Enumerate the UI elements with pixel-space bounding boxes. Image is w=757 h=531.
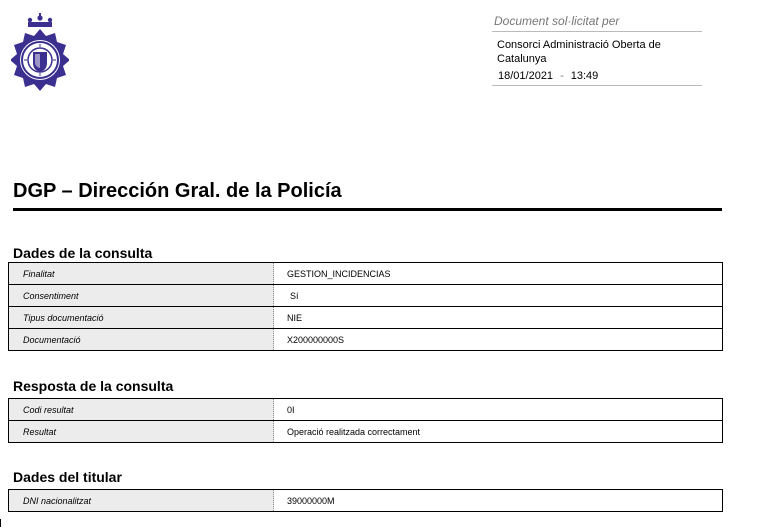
row-label: DNI nacionalitzat <box>9 490 274 512</box>
section-title-response: Resposta de la consulta <box>13 378 174 394</box>
date-separator: - <box>560 70 564 82</box>
response-table <box>8 398 723 443</box>
table-row <box>9 490 723 512</box>
row-value: NIE <box>274 307 723 329</box>
holder-table <box>8 489 723 512</box>
section-title-holder: Dades del titular <box>13 469 122 485</box>
page-title: DGP – Dirección Gral. de la Policía <box>13 180 722 211</box>
page-edge-mark <box>0 519 1 527</box>
row-value: 39000000M <box>274 490 723 512</box>
police-crest-logo <box>11 13 69 93</box>
section-title-query: Dades de la consulta <box>13 245 153 261</box>
request-timestamp <box>492 66 702 86</box>
request-time: 13:49 <box>570 70 599 82</box>
row-label: Tipus documentació <box>9 307 274 329</box>
table-row <box>9 399 723 421</box>
row-label: Documentació <box>9 329 274 351</box>
row-value: GESTION_INCIDENCIAS <box>274 263 723 285</box>
row-value: Operació realitzada correctament <box>274 421 723 443</box>
query-table <box>8 262 723 351</box>
table-row <box>9 421 723 443</box>
row-label: Resultat <box>9 421 274 443</box>
row-value: X200000000S <box>274 329 723 351</box>
row-label: Consentiment <box>9 285 274 307</box>
table-row <box>9 307 723 329</box>
row-label: Codi resultat <box>9 399 274 421</box>
table-row <box>9 329 723 351</box>
request-date: 18/01/2021 <box>498 70 554 82</box>
row-value: Sí <box>274 285 723 307</box>
row-label: Finalitat <box>9 263 274 285</box>
table-row <box>9 285 723 307</box>
row-value: 0I <box>274 399 723 421</box>
request-info <box>492 13 702 86</box>
requester-name: Consorci Administració Oberta de Catalunya <box>497 39 661 65</box>
table-row <box>9 263 723 285</box>
request-title: Document sol·licitat per <box>492 13 702 32</box>
